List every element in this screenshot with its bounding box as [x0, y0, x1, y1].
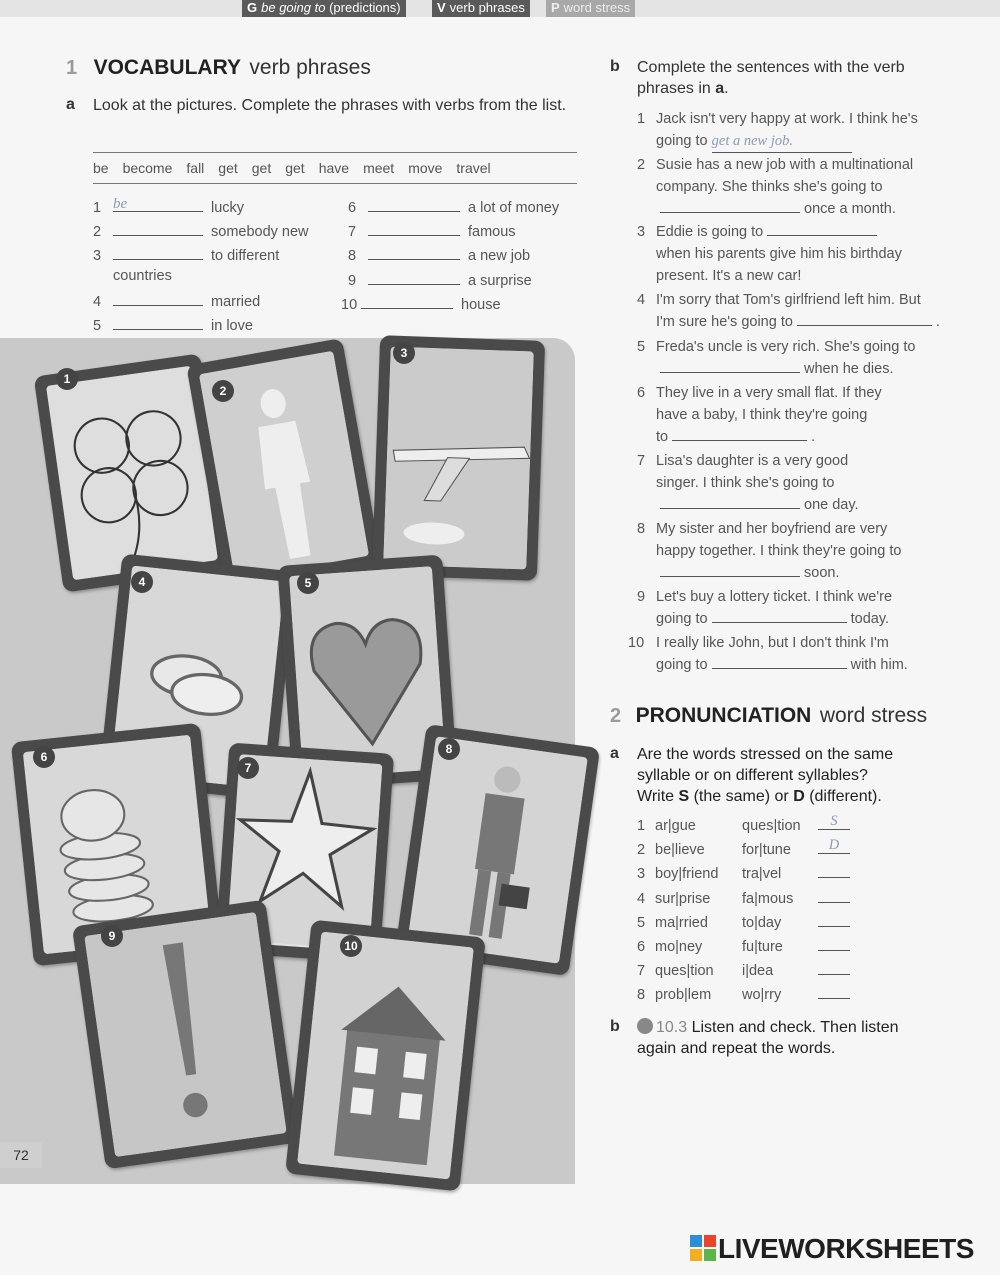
- exercise-letter-a: a: [66, 96, 75, 113]
- item-number: 10: [341, 297, 358, 313]
- sentence-number: 2: [637, 157, 646, 173]
- stress-pair-row: [637, 960, 877, 982]
- sentence-line: [656, 450, 968, 472]
- vocab-item: [93, 316, 253, 334]
- sentence-item: [628, 632, 968, 676]
- vocab-item: [93, 292, 260, 310]
- section-subtitle: verb phrases: [249, 56, 371, 79]
- answer-blank[interactable]: [672, 427, 807, 441]
- phrase-text: a surprise: [468, 273, 532, 289]
- sentence-text: going to: [656, 133, 712, 149]
- vocab-item: [93, 222, 309, 240]
- word-list-item: get: [218, 160, 238, 176]
- word-list-item: move: [408, 160, 443, 176]
- vocab-item: [348, 198, 559, 216]
- answer-blank[interactable]: [660, 495, 800, 509]
- sentence-line: [656, 608, 968, 630]
- answer-blank[interactable]: [113, 246, 203, 260]
- sentence-text: present. It's a new car!: [656, 268, 802, 284]
- word-one: ques|tion: [655, 963, 714, 980]
- answer-text: S: [830, 813, 838, 829]
- audio-track: 10.3: [656, 1019, 688, 1036]
- item-number: 9: [348, 273, 357, 289]
- sentence-line: [656, 289, 968, 311]
- sentence-text: soon.: [804, 565, 840, 581]
- stress-pair-row: [637, 863, 877, 885]
- word-two: for|tune: [742, 842, 791, 859]
- word-two: tra|vel: [742, 866, 782, 883]
- section1-heading: [66, 56, 371, 80]
- sentence-line: [656, 472, 968, 494]
- sentence-text: .: [811, 429, 816, 445]
- stress-pair-row: [637, 936, 877, 958]
- answer-text: be: [113, 196, 128, 212]
- sentence-line: [656, 311, 968, 333]
- sentence-text: My sister and her boyfriend are very: [656, 521, 888, 537]
- word-one: ar|gue: [655, 818, 696, 834]
- sentence-text: I'm sure he's going to: [656, 314, 793, 330]
- sentence-text: I'm sorry that Tom's girlfriend left him. But: [656, 292, 921, 308]
- sentence-text: Eddie is going to: [656, 224, 764, 240]
- word-two: fa|mous: [742, 890, 794, 907]
- word-list-item: get: [285, 160, 305, 176]
- word-two: wo|rry: [742, 987, 782, 1004]
- answer-blank[interactable]: [818, 961, 850, 975]
- pair-number: 4: [637, 890, 646, 907]
- card-number-badge: 9: [101, 925, 123, 947]
- answer-blank[interactable]: [368, 198, 460, 212]
- sentence-text: They live in a very small flat. If they: [656, 385, 882, 401]
- card-number-badge: 5: [297, 572, 319, 594]
- exercise-letter-b: b: [610, 1018, 620, 1035]
- word-two: i|dea: [742, 963, 774, 980]
- sentence-line: [656, 632, 968, 654]
- answer-blank[interactable]: [818, 813, 850, 830]
- word-one: be|lieve: [655, 842, 705, 859]
- stress-pair-row: [637, 984, 877, 1006]
- answer-text: get a new job.: [712, 130, 852, 153]
- sentence-number: 1: [637, 111, 646, 127]
- phrase-text: to different: [211, 248, 280, 264]
- man-icon: [407, 736, 587, 963]
- sentence-text: with him.: [850, 657, 908, 673]
- vocab-item: [341, 295, 501, 313]
- section-subtitle: word stress: [819, 704, 928, 727]
- word-one: prob|lem: [655, 987, 712, 1004]
- word-one: ma|rried: [655, 914, 708, 931]
- sentence-text: once a month.: [804, 201, 896, 217]
- sentence-line: [656, 562, 968, 584]
- section-title: PRONUNCIATION: [635, 704, 812, 727]
- sentence-text: Freda's uncle is very rich. She's going to: [656, 339, 916, 355]
- exercise-b-instruction: Complete the sentences with the verb phrases in a.: [637, 59, 905, 97]
- sentence-text: going to: [656, 657, 708, 673]
- sentence-line: [656, 176, 968, 198]
- vocab-item: [93, 246, 279, 264]
- exercise-2b-instruction: 10.3 Listen and check. Then listen again and repeat the words.: [637, 1019, 899, 1057]
- vocabulary-tag: V verb phrases: [432, 0, 530, 17]
- answer-blank[interactable]: [767, 222, 877, 236]
- sentence-number: 3: [637, 224, 646, 240]
- sentence-item: [628, 154, 968, 220]
- vocab-item: [348, 222, 516, 240]
- exercise-letter-b: b: [610, 58, 620, 75]
- item-number: 4: [93, 294, 102, 310]
- card-illustration: [407, 736, 587, 963]
- sentence-item: [628, 108, 968, 153]
- sentence-text: happy together. I think they're going to: [656, 543, 902, 559]
- audio-icon[interactable]: [637, 1018, 653, 1034]
- answer-blank[interactable]: [818, 864, 850, 878]
- sentence-body: [656, 336, 968, 380]
- sentence-text: going to: [656, 611, 708, 627]
- phrase-text: somebody new: [211, 224, 309, 240]
- section-title: VOCABULARY: [93, 56, 241, 79]
- stress-pair-row: [637, 839, 877, 861]
- sentence-line: [656, 358, 968, 380]
- answer-blank[interactable]: [818, 913, 850, 927]
- exercise-a-instruction: Look at the pictures. Complete the phrases with verbs from the list.: [93, 97, 567, 114]
- stress-pair-row: [637, 912, 877, 934]
- sentence-item: [628, 289, 968, 333]
- sentence-line: [656, 265, 968, 287]
- sentence-body: [656, 289, 968, 333]
- sentence-line: [656, 198, 968, 220]
- sentence-body: [656, 108, 968, 153]
- item-number: 5: [93, 318, 102, 334]
- page-number: 72: [0, 1142, 42, 1168]
- phrase-text: married: [211, 294, 261, 310]
- item-number: 6: [348, 200, 357, 216]
- sentence-number: 10: [628, 635, 645, 651]
- sentence-text: .: [935, 314, 940, 330]
- word-one: boy|friend: [655, 866, 719, 883]
- word-two: to|day: [742, 914, 782, 931]
- sentence-line: [656, 154, 968, 176]
- sentence-line: [656, 518, 968, 540]
- sentence-line: [656, 494, 968, 516]
- card-number-badge: 8: [438, 738, 460, 760]
- sentence-body: [656, 154, 968, 220]
- word-list-item: be: [93, 160, 109, 176]
- card-number-badge: 1: [56, 368, 78, 390]
- card-number-badge: 3: [393, 342, 415, 364]
- sentence-line: [656, 586, 968, 608]
- sentence-text: singer. I think she's going to: [656, 475, 835, 491]
- picture-card: [285, 920, 486, 1192]
- sentence-item: [628, 382, 968, 448]
- answer-blank[interactable]: [368, 222, 460, 236]
- answer-blank[interactable]: [361, 295, 453, 309]
- answer-blank[interactable]: [113, 316, 203, 330]
- sentence-body: [656, 518, 968, 584]
- word-list-item: get: [251, 160, 272, 176]
- sentence-item: [628, 450, 968, 516]
- answer-blank[interactable]: [818, 889, 850, 903]
- word-list-item: meet: [363, 160, 395, 176]
- answer-blank[interactable]: [818, 837, 850, 854]
- answer-text: D: [828, 837, 840, 854]
- answer-blank[interactable]: [113, 292, 203, 306]
- pair-number: 8: [637, 987, 646, 1004]
- sentence-item: [628, 221, 968, 287]
- sentence-item: [628, 336, 968, 380]
- vocab-item: [93, 198, 244, 216]
- section2-heading: [610, 704, 927, 728]
- sentence-number: 5: [637, 339, 646, 355]
- sentence-number: 6: [637, 385, 646, 401]
- card-illustration: [84, 912, 286, 1157]
- stress-pair-row: [637, 888, 877, 910]
- pair-number: 6: [637, 939, 646, 955]
- sentence-text: when his parents give him his birthday: [656, 246, 902, 262]
- answer-blank[interactable]: [113, 222, 203, 236]
- phrase-text: lucky: [211, 200, 245, 216]
- word-two: ques|tion: [742, 818, 801, 834]
- card-illustration: [289, 566, 446, 778]
- word-list-box: [93, 152, 577, 184]
- word-list-item: have: [318, 160, 350, 176]
- item-number: 7: [348, 224, 357, 240]
- sentence-line: [656, 130, 968, 153]
- brand-logo: LIVEWORKSHEETS: [690, 1233, 974, 1265]
- card-number-badge: 10: [340, 935, 362, 957]
- pair-number: 5: [637, 914, 646, 931]
- sentence-body: [656, 632, 968, 676]
- item-number: 2: [93, 224, 102, 240]
- liveworksheets-logo-icon: [690, 1235, 716, 1261]
- sentence-text: when he dies.: [804, 361, 894, 377]
- phrase-text: house: [461, 297, 501, 313]
- item-number: 1: [93, 200, 102, 216]
- word-one: sur|prise: [655, 890, 711, 907]
- pair-number: 2: [637, 842, 646, 859]
- vocab-item: [348, 246, 530, 264]
- sentence-line: [656, 336, 968, 358]
- grammar-tag: G be going to (predictions): [242, 0, 406, 17]
- word-two: fu|ture: [742, 939, 783, 955]
- sentence-item: [628, 518, 968, 584]
- sentence-text: Jack isn't very happy at work. I think he's: [656, 111, 918, 127]
- picture-card: [372, 335, 545, 581]
- phrase-text: a lot of money: [468, 200, 560, 216]
- sentence-line: [656, 382, 968, 404]
- sentence-line: [656, 108, 968, 130]
- item-number: 3: [93, 248, 102, 264]
- sentence-body: [656, 450, 968, 516]
- sentence-text: Let's buy a lottery ticket. I think we're: [656, 589, 893, 605]
- sentence-line: [656, 404, 968, 426]
- phrase-text: in love: [211, 318, 253, 334]
- phrase-text: a new job: [468, 248, 531, 264]
- sentence-text: one day.: [804, 497, 859, 513]
- answer-blank[interactable]: [660, 563, 800, 577]
- answer-blank[interactable]: [368, 271, 460, 285]
- heart-icon: [289, 566, 446, 778]
- plane-icon: [383, 347, 534, 570]
- sentence-text: company. She thinks she's going to: [656, 179, 883, 195]
- sentence-line: [656, 426, 968, 448]
- sentence-line: [656, 540, 968, 562]
- answer-blank[interactable]: [660, 359, 800, 373]
- sentence-text: Susie has a new job with a multinational: [656, 157, 914, 173]
- sentence-text: have a baby, I think they're going: [656, 407, 868, 423]
- answer-blank[interactable]: [818, 985, 850, 999]
- pronunciation-tag: P word stress: [546, 0, 635, 17]
- sentence-number: 9: [637, 589, 646, 605]
- section-number: 2: [610, 705, 622, 727]
- section-number: 1: [66, 57, 78, 79]
- answer-blank[interactable]: [113, 198, 203, 212]
- word-one: mo|ney: [655, 939, 703, 955]
- pair-number: 7: [637, 963, 646, 980]
- card-number-badge: 2: [212, 380, 234, 402]
- exercise-2a-instruction: Are the words stressed on the same syllable or on different syllables? Write S (the same) or D (different).: [637, 746, 894, 805]
- answer-blank[interactable]: [797, 312, 932, 326]
- sentence-text: Lisa's daughter is a very good: [656, 453, 849, 469]
- card-illustration: [297, 932, 474, 1180]
- phrase-continuation: countries: [113, 268, 172, 284]
- card-number-badge: 7: [237, 757, 259, 779]
- answer-blank[interactable]: [660, 199, 800, 213]
- sentence-number: 8: [637, 521, 646, 537]
- sentence-text: today.: [850, 611, 890, 627]
- phrase-text: famous: [468, 224, 516, 240]
- sentence-line: [656, 243, 968, 265]
- house-icon: [297, 932, 474, 1180]
- sentence-body: [656, 221, 968, 287]
- sentence-item: [628, 586, 968, 630]
- card-number-badge: 6: [33, 746, 55, 768]
- sentence-line: [656, 654, 968, 676]
- sentence-line: [656, 221, 968, 243]
- item-number: 8: [348, 248, 357, 264]
- sentence-number: 7: [637, 453, 646, 469]
- card-number-badge: 4: [131, 571, 153, 593]
- word-list-item: travel: [456, 160, 491, 176]
- sentence-body: [656, 382, 968, 448]
- card-illustration: [383, 347, 534, 570]
- answer-blank[interactable]: [712, 609, 847, 623]
- pair-number: 1: [637, 818, 646, 834]
- answer-blank[interactable]: [712, 655, 847, 669]
- sentence-body: [656, 586, 968, 630]
- sentence-text: I really like John, but I don't think I'm: [656, 635, 889, 651]
- answer-blank[interactable]: [818, 937, 850, 951]
- exclaim-icon: [84, 912, 286, 1157]
- sentence-text: to: [656, 429, 669, 445]
- word-list-item: fall: [186, 160, 205, 176]
- answer-blank[interactable]: [368, 246, 460, 260]
- word-list-item: become: [122, 160, 173, 176]
- exercise-letter-a: a: [610, 745, 619, 762]
- sentence-number: 4: [637, 292, 646, 308]
- vocab-item: [348, 271, 532, 289]
- pair-number: 3: [637, 866, 646, 883]
